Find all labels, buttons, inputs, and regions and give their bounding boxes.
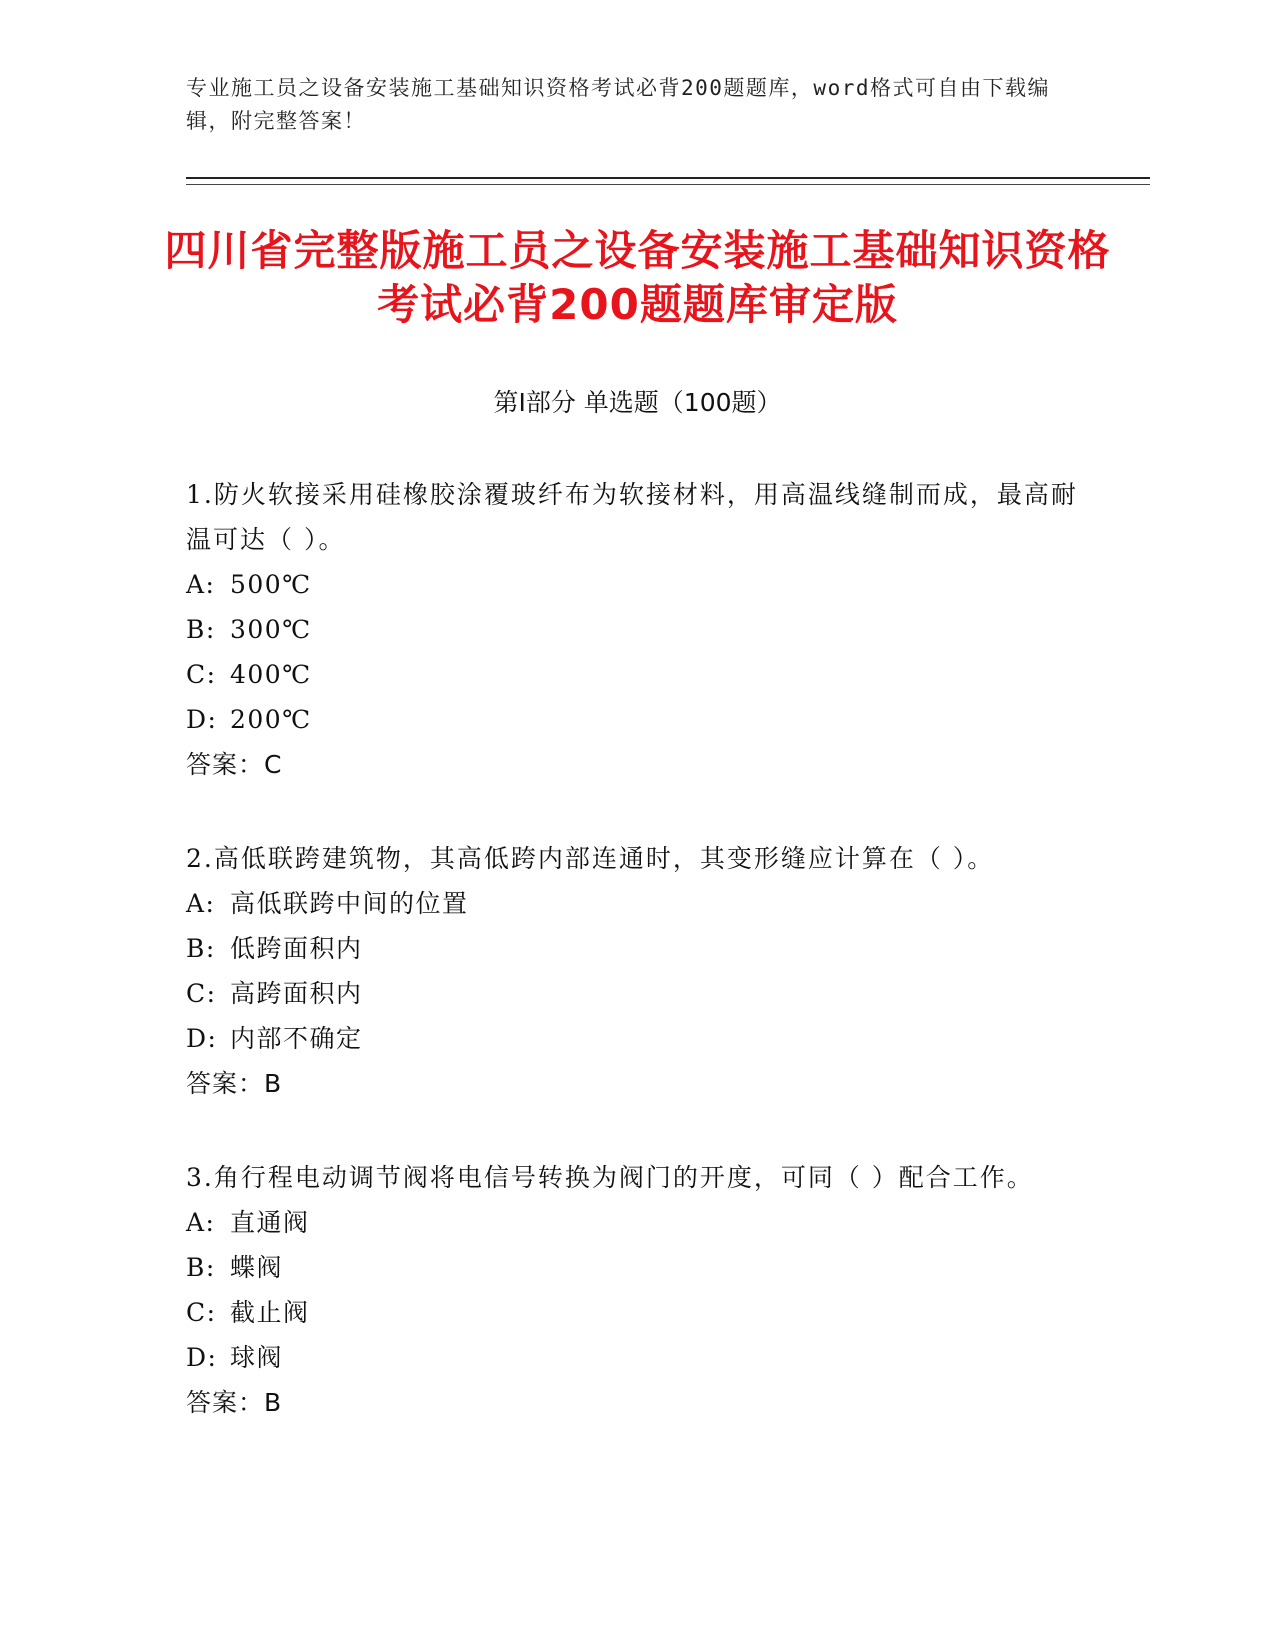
document-title: 四川省完整版施工员之设备安装施工基础知识资格考试必背200题题库审定版 — [164, 226, 1111, 329]
option-text: 蝶阀 — [230, 1253, 284, 1282]
option-c — [186, 652, 1086, 697]
option-text: 500℃ — [230, 570, 312, 599]
option-key: D: — [186, 1024, 218, 1053]
option-key: C: — [186, 660, 217, 689]
answer-line: 答案：B — [186, 1388, 283, 1417]
option-b — [186, 1245, 1086, 1290]
option-key: B: — [186, 1253, 216, 1282]
section-title: 第Ⅰ部分 单选题（100题） — [493, 388, 782, 417]
question-text: 3.角行程电动调节阀将电信号转换为阀门的开度，可同（ ）配合工作。 — [186, 1163, 1034, 1192]
question-item — [186, 472, 1086, 787]
option-text: 低跨面积内 — [230, 934, 363, 963]
answer-line: 答案：C — [186, 750, 283, 779]
option-c — [186, 1290, 1086, 1335]
option-d — [186, 1016, 1086, 1061]
option-text: 截止阀 — [230, 1298, 310, 1327]
question-text: 1.防火软接采用硅橡胶涂覆玻纤布为软接材料，用高温线缝制而成，最高耐温可达（ ）。 — [186, 480, 1078, 554]
question-item — [186, 836, 1086, 1106]
option-key: D: — [186, 705, 218, 734]
option-a — [186, 562, 1086, 607]
question-item — [186, 1155, 1086, 1425]
option-text: 球阀 — [230, 1343, 284, 1372]
option-text: 高低联跨中间的位置 — [230, 889, 469, 918]
option-text: 直通阀 — [230, 1208, 310, 1237]
option-key: C: — [186, 1298, 217, 1327]
option-b — [186, 926, 1086, 971]
option-text: 300℃ — [230, 615, 312, 644]
option-d — [186, 1335, 1086, 1380]
option-text: 400℃ — [230, 660, 312, 689]
option-key: C: — [186, 979, 217, 1008]
answer-line: 答案：B — [186, 1069, 283, 1098]
option-b — [186, 607, 1086, 652]
header-divider-thick — [186, 177, 1150, 179]
option-d — [186, 697, 1086, 742]
option-text: 200℃ — [230, 705, 312, 734]
question-text: 2.高低联跨建筑物，其高低跨内部连通时，其变形缝应计算在（ ）。 — [186, 844, 995, 873]
header-note: 专业施工员之设备安装施工基础知识资格考试必背200题题库，word格式可自由下载编辑，附完整答案！ — [186, 76, 1050, 133]
option-text: 内部不确定 — [230, 1024, 363, 1053]
header-divider-thin — [186, 184, 1150, 185]
option-key: D: — [186, 1343, 218, 1372]
option-key: B: — [186, 934, 216, 963]
option-key: A: — [186, 1208, 216, 1237]
option-c — [186, 971, 1086, 1016]
option-key: A: — [186, 570, 216, 599]
option-key: B: — [186, 615, 216, 644]
option-text: 高跨面积内 — [230, 979, 363, 1008]
option-key: A: — [186, 889, 216, 918]
option-a — [186, 1200, 1086, 1245]
option-a — [186, 881, 1086, 926]
